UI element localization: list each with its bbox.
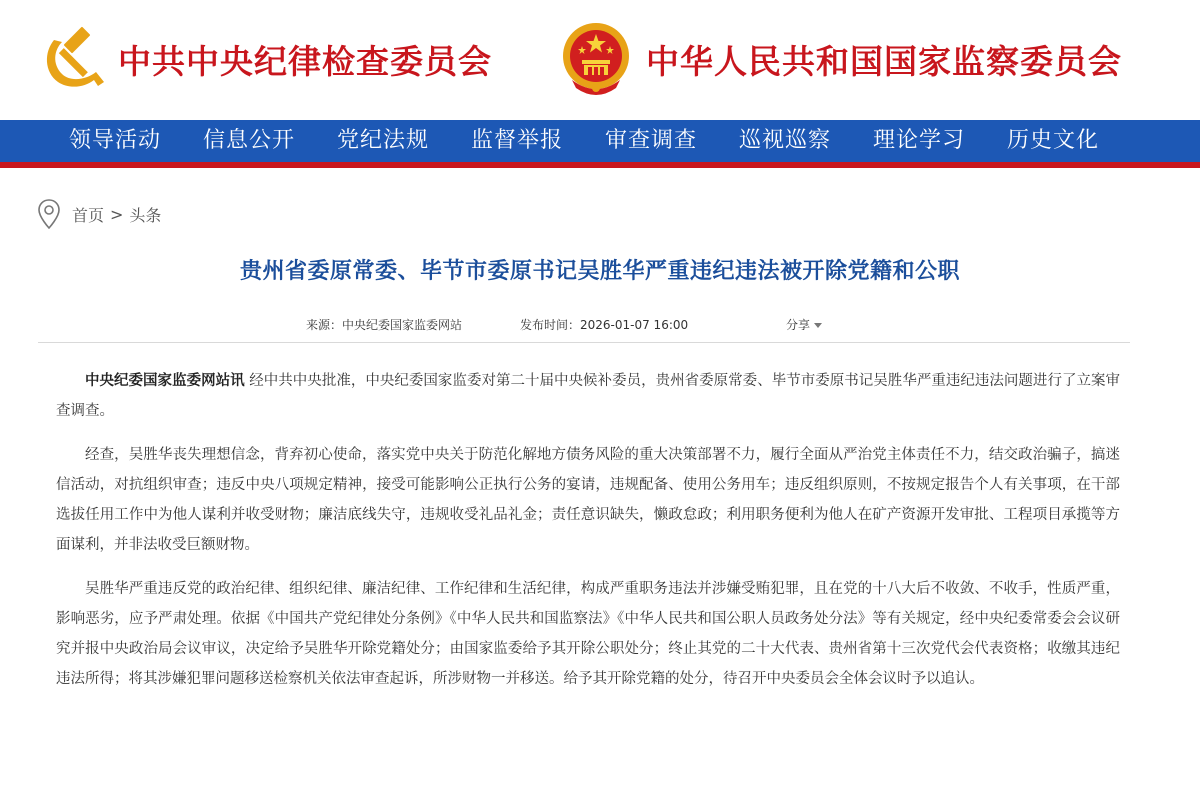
site-header (0, 0, 1200, 120)
chevron-down-icon (814, 323, 822, 328)
main-nav (0, 120, 1200, 168)
nav-item-investigation[interactable]: 审查调查 (604, 128, 697, 153)
nav-item-info-disclosure[interactable]: 信息公开 (202, 128, 295, 153)
hammer-sickle-icon (40, 26, 106, 92)
nav-item-regulations[interactable]: 党纪法规 (336, 128, 429, 153)
breadcrumb-home[interactable]: 首页 (72, 205, 105, 225)
article-time: 发布时间：2026-01-07 16:00 (520, 318, 689, 332)
nav-item-leadership[interactable]: 领导活动 (68, 128, 161, 153)
nsc-title[interactable]: 中华人民共和国国家监察委员会 (646, 42, 1122, 81)
article-title: 贵州省委原常委、毕节市委原书记吴胜华严重违纪违法被开除党籍和公职 (239, 259, 960, 284)
share-label: 分享 (786, 318, 811, 332)
share-button[interactable] (786, 316, 822, 333)
ccdi-title[interactable]: 中共中央纪律检查委员会 (118, 42, 492, 81)
breadcrumb-current[interactable]: 头条 (129, 205, 162, 225)
nav-item-history[interactable]: 历史文化 (1006, 128, 1099, 153)
article-paragraph-3: 吴胜华严重违反党的政治纪律、组织纪律、廉洁纪律、工作纪律和生活纪律，构成严重职务违法并涉嫌受贿犯罪，且在党的十八大后不收敛、不收手，性质严重，影响恶劣，应予严肃处理。依据《中国共产党纪律处分条例》《中华人民共和国监察法》《中华人民共和国公职人员政务处分法》等有关规定，经中央纪委常委会会议研究并报中央政治局会议审议，决定给予吴胜华开除党籍处分；由国家监委给予其开除公职处分；终止其党的二十大代表、贵州省第十三次党代会代表资格；收缴其违纪违法所得；将其涉嫌犯罪问题移送检察机关依法审查起诉，所涉财物一并移送。给予其开除党籍的处分，待召开中央委员会全体会议时予以追认。 (56, 581, 1120, 687)
article-paragraph-1-text: 经中共中央批准，中央纪委国家监委对第二十届中央候补委员，贵州省委原常委、毕节市委原书记吴胜华严重违纪违法问题进行了立案审查调查。 (56, 373, 1120, 419)
nav-item-theory[interactable]: 理论学习 (872, 128, 965, 153)
national-emblem-icon (560, 18, 632, 98)
article-lead: 中央纪委国家监委网站讯 (85, 373, 245, 389)
article-body (56, 366, 1120, 708)
nav-item-report[interactable]: 监督举报 (470, 128, 563, 153)
nav-item-inspection[interactable]: 巡视巡察 (738, 128, 831, 153)
article-source: 来源：中央纪委国家监委网站 (306, 318, 463, 332)
divider (38, 342, 1130, 343)
breadcrumb-separator: > (110, 204, 124, 224)
location-pin-icon (38, 199, 60, 229)
article-paragraph-1 (56, 366, 1120, 426)
breadcrumb (38, 198, 161, 230)
article-meta (0, 316, 1200, 334)
article-paragraph-2: 经查，吴胜华丧失理想信念，背弃初心使命，落实党中央关于防范化解地方债务风险的重大决策部署不力，履行全面从严治党主体责任不力，结交政治骗子，搞迷信活动，对抗组织审查；违反中央八项规定精神，接受可能影响公正执行公务的宴请，违规配备、使用公务用车；违反组织原则，不按规定报告个人有关事项，在干部选拔任用工作中为他人谋利并收受财物；廉洁底线失守，违规收受礼品礼金；责任意识缺失，懒政怠政；利用职务便利为他人在矿产资源开发审批、工程项目承揽等方面谋利，并非法收受巨额财物。 (56, 447, 1120, 553)
